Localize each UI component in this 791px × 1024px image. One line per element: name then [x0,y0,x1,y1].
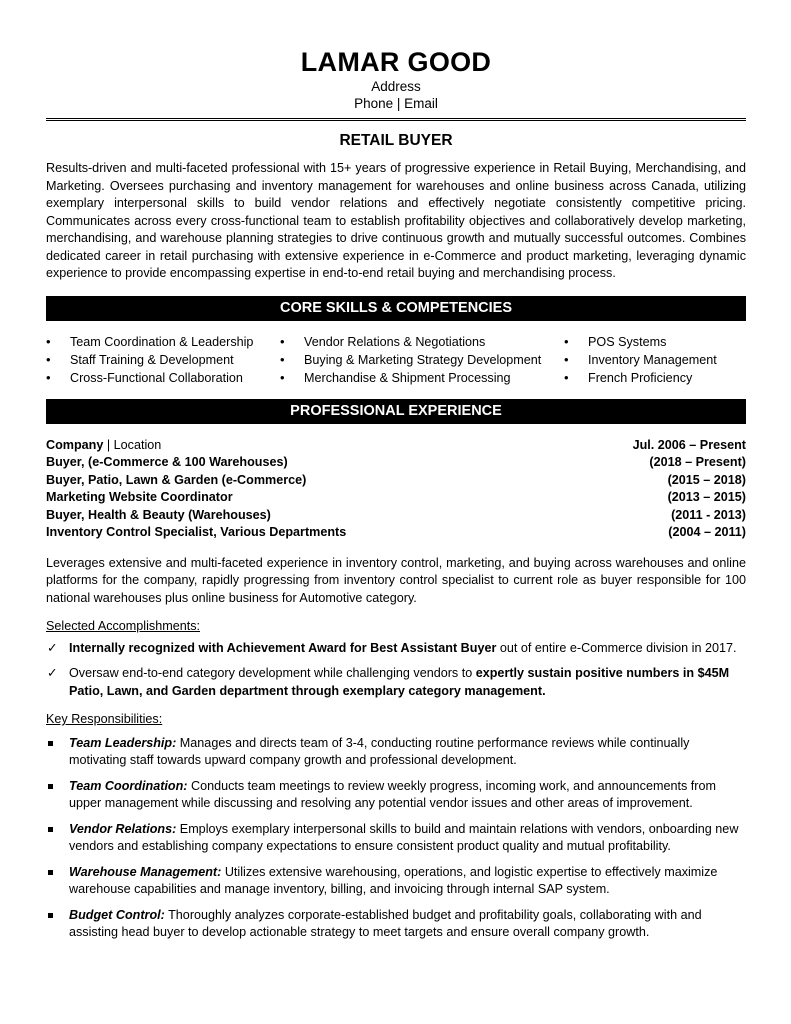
skill-item: • French Proficiency [564,369,746,387]
responsibility-item [46,778,746,813]
accomplishment-highlight: Internally recognized with Achievement Award for Best Assistant Buyer [69,640,497,655]
company-separator: | [106,437,111,452]
skill-item: • Buying & Marketing Strategy Development [280,351,564,369]
company-name: Company [46,437,104,452]
roles-list [46,454,746,542]
role-row [46,489,746,507]
core-skills-heading: CORE SKILLS & COMPETENCIES [46,296,746,321]
responsibilities-heading: Key Responsibilities: [46,712,163,726]
role-title: Buyer, Patio, Lawn & Garden (e-Commerce) [46,472,307,487]
responsibility-label: Budget Control: [69,907,165,922]
skill-item: • Vendor Relations & Negotiations [280,333,564,351]
responsibility-item [46,821,746,856]
experience-heading: PROFESSIONAL EXPERIENCE [46,399,746,424]
resume-page [46,0,746,950]
experience-description: Leverages extensive and multi-faceted experience in inventory control, marketing, and buying across warehouses and online platforms for the company, rapidly progressing from inventory control specialist to current role as buyer responsible for 100 national warehouses plus online business for Automotive category. [46,555,746,605]
skill-item: • Cross-Functional Collaboration [46,369,280,387]
responsibility-text: Conducts team meetings to review weekly progress, incoming work, and announcements from upper management while discussing and resolving any potential vendor issues and other areas of improvement. [69,778,716,810]
role-title: Inventory Control Specialist, Various Departments [46,525,347,539]
square-bullet-icon [48,784,53,789]
skill-item: • Inventory Management [564,351,746,369]
phone-email: Phone | Email [354,96,438,111]
role-row [46,507,746,525]
header-divider [46,118,746,121]
responsibility-label: Team Leadership: [69,735,177,750]
checkmark-icon: ✓ [47,640,58,655]
accomplishment-text: out of entire e-Commerce division in 2017. [496,640,737,655]
skill-item: • POS Systems [564,333,746,351]
skill-item: • Team Coordination & Leadership [46,333,280,351]
role-dates: (2011 - 2013) [671,507,746,522]
role-dates: (2013 – 2015) [667,490,746,504]
responsibility-item [46,864,746,899]
accomplishment-highlight: expertly sustain positive numbers in $45M Patio, Lawn, and Garden department through exemplary category management. [69,666,730,698]
role-title: Buyer, Health & Beauty (Warehouses) [46,507,271,522]
responsibility-label: Team Coordination: [69,778,188,793]
role-dates: (2015 – 2018) [667,472,746,487]
core-skills-list [46,333,746,387]
accomplishment-item [46,640,746,658]
responsibility-item [46,735,746,770]
accomplishment-text: Oversaw end-to-end category development while challenging vendors to [69,666,476,680]
square-bullet-icon [48,827,53,832]
accomplishments-heading: Selected Accomplishments: [46,619,200,633]
role-title: Marketing Website Coordinator [46,490,233,504]
company-location-text: Location [113,437,162,452]
role-row [46,524,746,542]
square-bullet-icon [48,741,53,746]
responsibility-text: Thoroughly analyzes corporate-established budget and profitability goals, collaborating with and assisting head buyer to develop actionable strategy to meet targets and ensure overall company growth. [69,907,702,939]
company-row [46,437,746,455]
responsibility-label: Vendor Relations: [69,821,177,836]
company-location [46,437,161,455]
role-title: Buyer, (e-Commerce & 100 Warehouses) [46,455,288,469]
skill-item: • Merchandise & Shipment Processing [280,369,564,387]
accomplishments-list [46,640,746,701]
role-dates: (2018 – Present) [649,455,746,469]
responsibility-label: Warehouse Management: [69,864,222,879]
role-row [46,454,746,472]
skills-column-2 [280,333,564,387]
responsibilities-list [46,735,746,942]
role-row [46,472,746,490]
skill-item: • Staff Training & Development [46,351,280,369]
address: Address [371,79,421,94]
skills-column-3 [564,333,746,387]
accomplishment-item [46,665,746,700]
square-bullet-icon [48,913,53,918]
responsibility-text: Employs exemplary interpersonal skills to build and maintain relations with vendors, onboarding new vendors and establishing company expectations to ensure consistent product quality and mutual profitability. [69,821,739,853]
skills-column-1 [46,333,280,387]
employment-dates: Jul. 2006 – Present [632,437,746,452]
checkmark-icon: ✓ [47,666,58,680]
square-bullet-icon [48,870,53,875]
candidate-name: LAMAR GOOD [300,47,492,77]
professional-summary: Results-driven and multi-faceted professional with 15+ years of progressive experience in Retail Buying, Merchandising, and Marketing. Oversees purchasing and inventory management for warehouses and online business across Canada, utilizing exemplary interpersonal skills to build vendor relations and effectively negotiate consistently competitive pricing. Communicates across every cross-functional team to establish profitability objectives and collaboratively develop marketing, merchandising, and warehouse planning strategies to drive continuous growth and mutually successful outcomes. Combines dedicated career in retail purchasing with extensive experience in e-Commerce and product marketing, leveraging dynamic experience to provide encompassing expertise in end-to-end retail buying and merchandising process. [46,161,746,280]
role-dates: (2004 – 2011) [668,525,746,539]
responsibility-text: Utilizes extensive warehousing, operations, and logistic expertise to effectively maximize warehouse capabilities and manage inventory, billing, and invoicing through internal SAP system. [69,864,718,896]
responsibility-item [46,907,746,942]
responsibility-text: Manages and directs team of 3-4, conducting routine performance reviews while continually motivating staff towards upward company growth and professional development. [69,735,690,767]
job-title: RETAIL BUYER [339,132,453,149]
